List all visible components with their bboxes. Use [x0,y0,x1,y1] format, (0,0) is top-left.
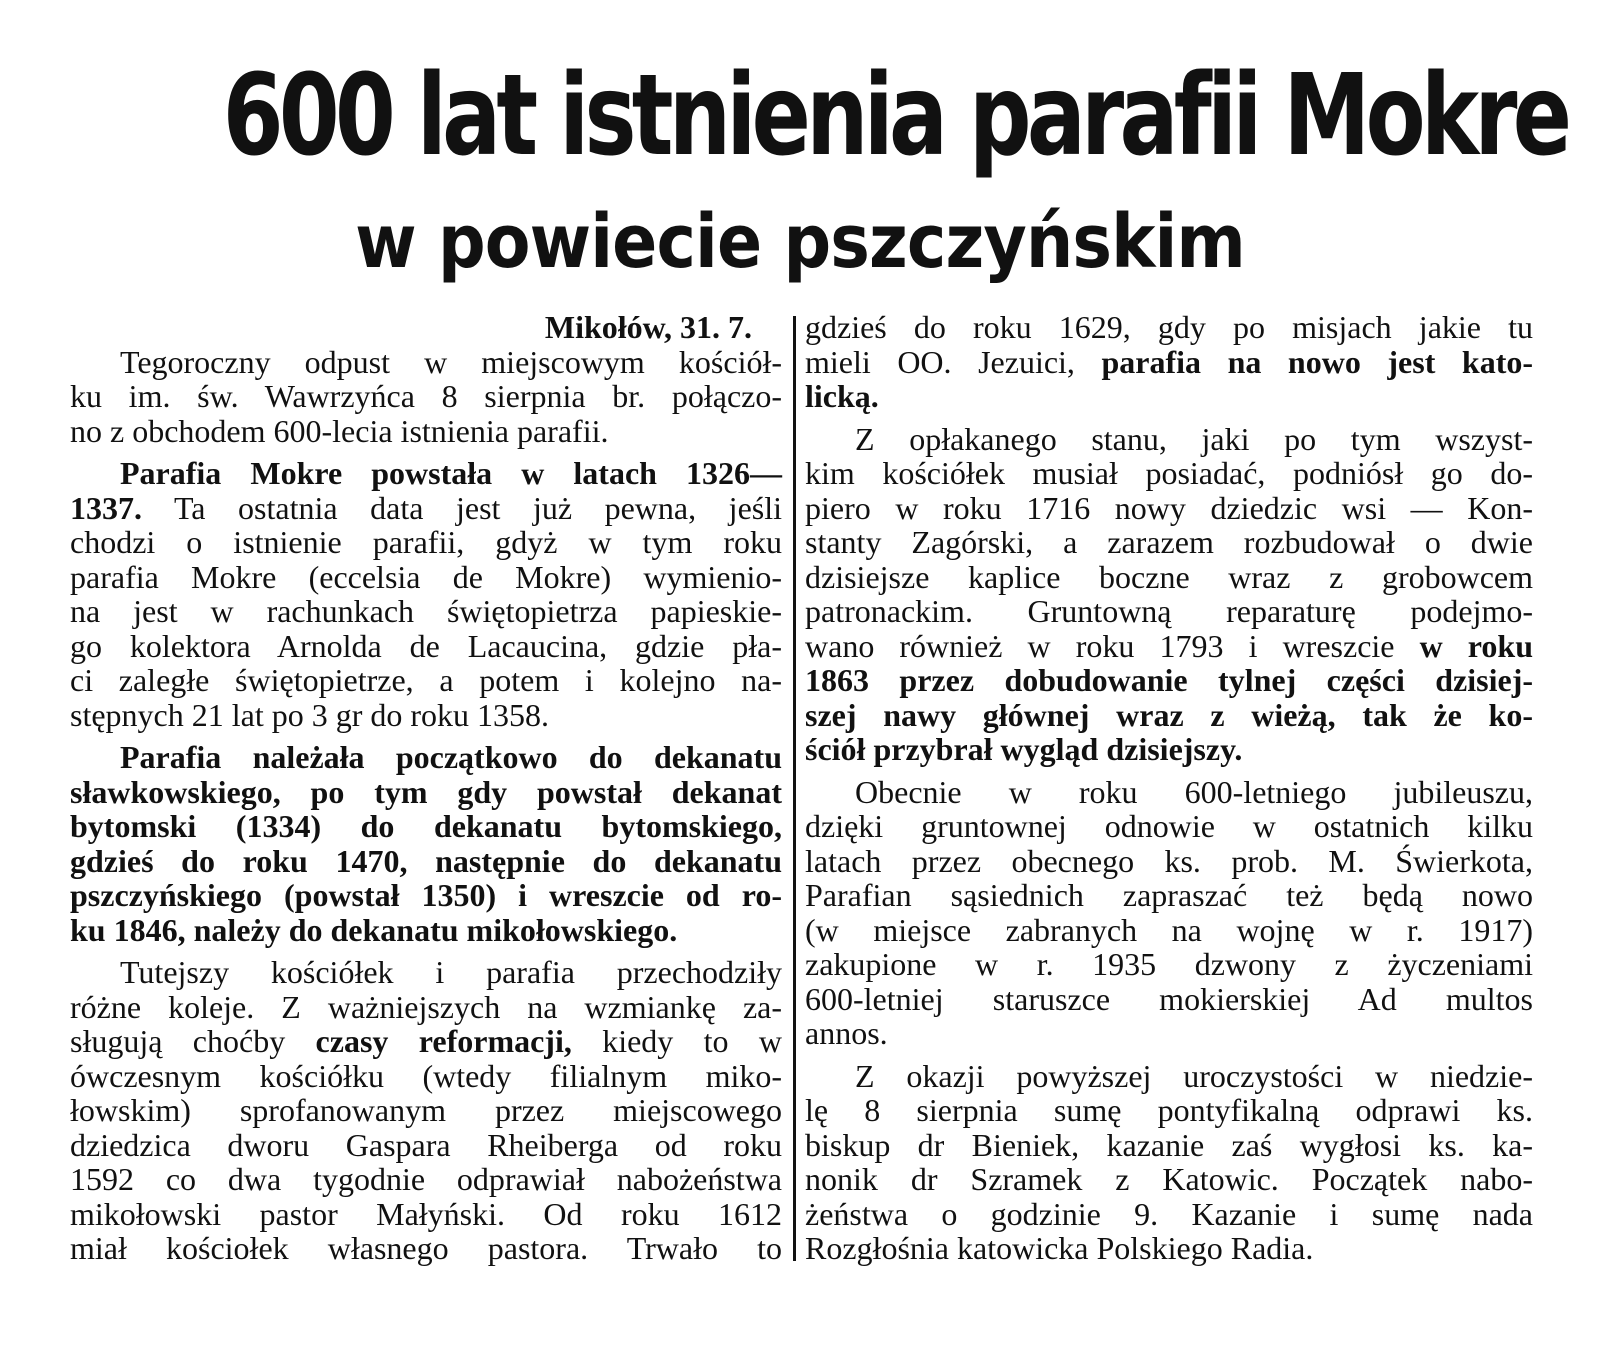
text-line: stanty Zagórski, a zarazem rozbudował o dwie [805,524,1533,560]
text-line: różne koleje. Z ważniejszych na wzmiankę za- [70,988,782,1025]
text-span: Ta ostatnia data jest już pewna, jeśli [142,489,782,526]
text-line: patronackim. Gruntowną reparaturę podejmo- [805,593,1533,629]
left-paragraph-3 [70,740,782,947]
text-line: licką. [805,378,879,414]
text-line: ówczesnym kościółku (wtedy filialnym miko- [70,1057,782,1094]
text-line: ściół przybrał wygląd dzisiejszy. [805,731,1243,767]
text-line: 600-letniej staruszce mokierskiej Ad multos [805,980,1533,1017]
text-line: szej nawy głównej wraz z wieżą, tak że ko- [805,696,1533,733]
text-line [805,345,1533,380]
text-line [70,1024,782,1059]
text-line: Z okazji powyższej uroczystości w niedzie- [855,1057,1533,1094]
right-paragraph-3 [805,775,1533,1051]
text-line: pszczyńskiego (powstał 1350) i wreszcie od ro- [70,877,782,913]
text-line: miał kościołek własnego pastora. Trwało to [70,1230,782,1266]
text-line [70,491,782,526]
dateline: Mikołów, 31. 7. [544,309,752,345]
text-line: mikołowski pastor Małyński. Od roku 1612 [70,1195,782,1232]
text-line: sławkowskiego, po tym gdy powstał dekanat [70,773,782,810]
bold-text: czasy reformacji, [315,1023,572,1059]
left-paragraph-4 [70,955,782,1266]
text-line: parafia Mokre (eccelsia de Mokre) wymienio- [70,558,782,595]
right-paragraph-4 [805,1059,1533,1266]
text-line: Parafia należała początkowo do dekanatu [120,739,782,775]
text-line: latach przez obecnego ks. prob. M. Świerkota, [805,842,1533,879]
text-span: kiedy to w [571,1023,783,1059]
text-line: no z obchodem 600-lecia istnienia parafii. [70,412,609,449]
text-line: go kolektora Arnolda de Lacaucina, gdzie pła- [70,627,782,664]
right-paragraph-1 [805,310,1533,414]
text-line: ci zaległe świętopietrze, a potem i kolejno na- [70,662,782,698]
text-line: dziedzica dworu Gaspara Rheiberga od roku [70,1126,782,1163]
text-line: kim kościółek musiał posiadać, podniósł go do- [805,455,1533,491]
text-line: stępnych 21 lat po 3 gr do roku 1358. [70,696,550,733]
text-line: nonik dr Szramek z Katowic. Początek nabo- [805,1161,1533,1197]
text-line: piero w roku 1716 nowy dziedzic wsi — Kon- [805,489,1533,526]
text-line: na jest w rachunkach świętopietrza papieskie- [70,593,782,629]
text-span: sługują choćby [70,1023,316,1059]
left-paragraph-2 [70,456,782,732]
text-line [805,629,1533,664]
text-line: zakupione w r. 1935 dzwony z życzeniami [805,946,1533,982]
text-line: gdzieś do roku 1470, następnie do dekanatu [70,842,782,879]
text-line: Parafian sąsiednich zapraszać też będą nowo [805,877,1533,913]
text-line: 1592 co dwa tygodnie odprawiał nabożeństwa [70,1161,782,1197]
text-span: wano również w roku 1793 i wreszcie [805,627,1420,664]
left-column [70,310,782,1274]
text-line: (w miejsce zabranych na wojnę w r. 1917) [805,911,1533,948]
bold-text: 1337. [70,489,142,526]
text-span: mieli OO. Jezuici, [805,343,1102,380]
text-line: annos. [805,1015,888,1051]
text-line: żeństwa o godzinie 9. Kazanie i sumę nada [805,1195,1533,1232]
text-line: Tutejszy kościółek i parafia przechodziły [120,954,782,990]
article-subheadline: w powiecie pszczyńskim [355,199,1245,285]
right-paragraph-2 [805,422,1533,767]
text-line: Obecnie w roku 600-letniego jubileuszu, [855,773,1533,810]
bold-text: parafia na nowo jest kato- [1101,343,1534,380]
text-line: ku 1846, należy do dekanatu mikołowskiego. [70,911,678,948]
text-line: bytomski (1334) do dekanatu bytomskiego, [70,808,782,844]
text-line: ku im. św. Wawrzyńca 8 sierpnia br. połączo- [70,378,782,414]
text-line: dzisiejsze kaplice boczne wraz z grobowcem [805,558,1533,595]
text-line: łowskim) sprofanowanym przez miejscowego [70,1092,782,1128]
left-paragraph-1 [70,345,782,449]
text-line: dzięki gruntownej odnowie w ostatnich kilku [805,808,1533,844]
text-line: Tegoroczny odpust w miejscowym kościół- [120,343,782,380]
text-line: biskup dr Bieniek, kazanie zaś wygłosi ks. ka- [805,1126,1533,1163]
text-line: gdzieś do roku 1629, gdy po misjach jakie tu [805,309,1533,345]
text-line: Parafia Mokre powstała w latach 1326— [120,455,782,491]
column-divider [793,316,796,1261]
text-line: Z opłakanego stanu, jaki po tym wszyst- [855,420,1533,457]
text-line: chodzi o istnienie parafii, gdyż w tym roku [70,524,782,560]
right-column [805,310,1533,1274]
text-line: Rozgłośnia katowicka Polskiego Radia. [805,1230,1314,1266]
text-line: 1863 przez dobudowanie tylnej części dzisiej- [805,662,1533,698]
text-line: lę 8 sierpnia sumę pontyfikalną odprawi ks. [805,1092,1533,1128]
article-headline: 600 lat istnienia parafii Mokre [222,51,1568,181]
bold-text: w roku [1419,627,1534,664]
